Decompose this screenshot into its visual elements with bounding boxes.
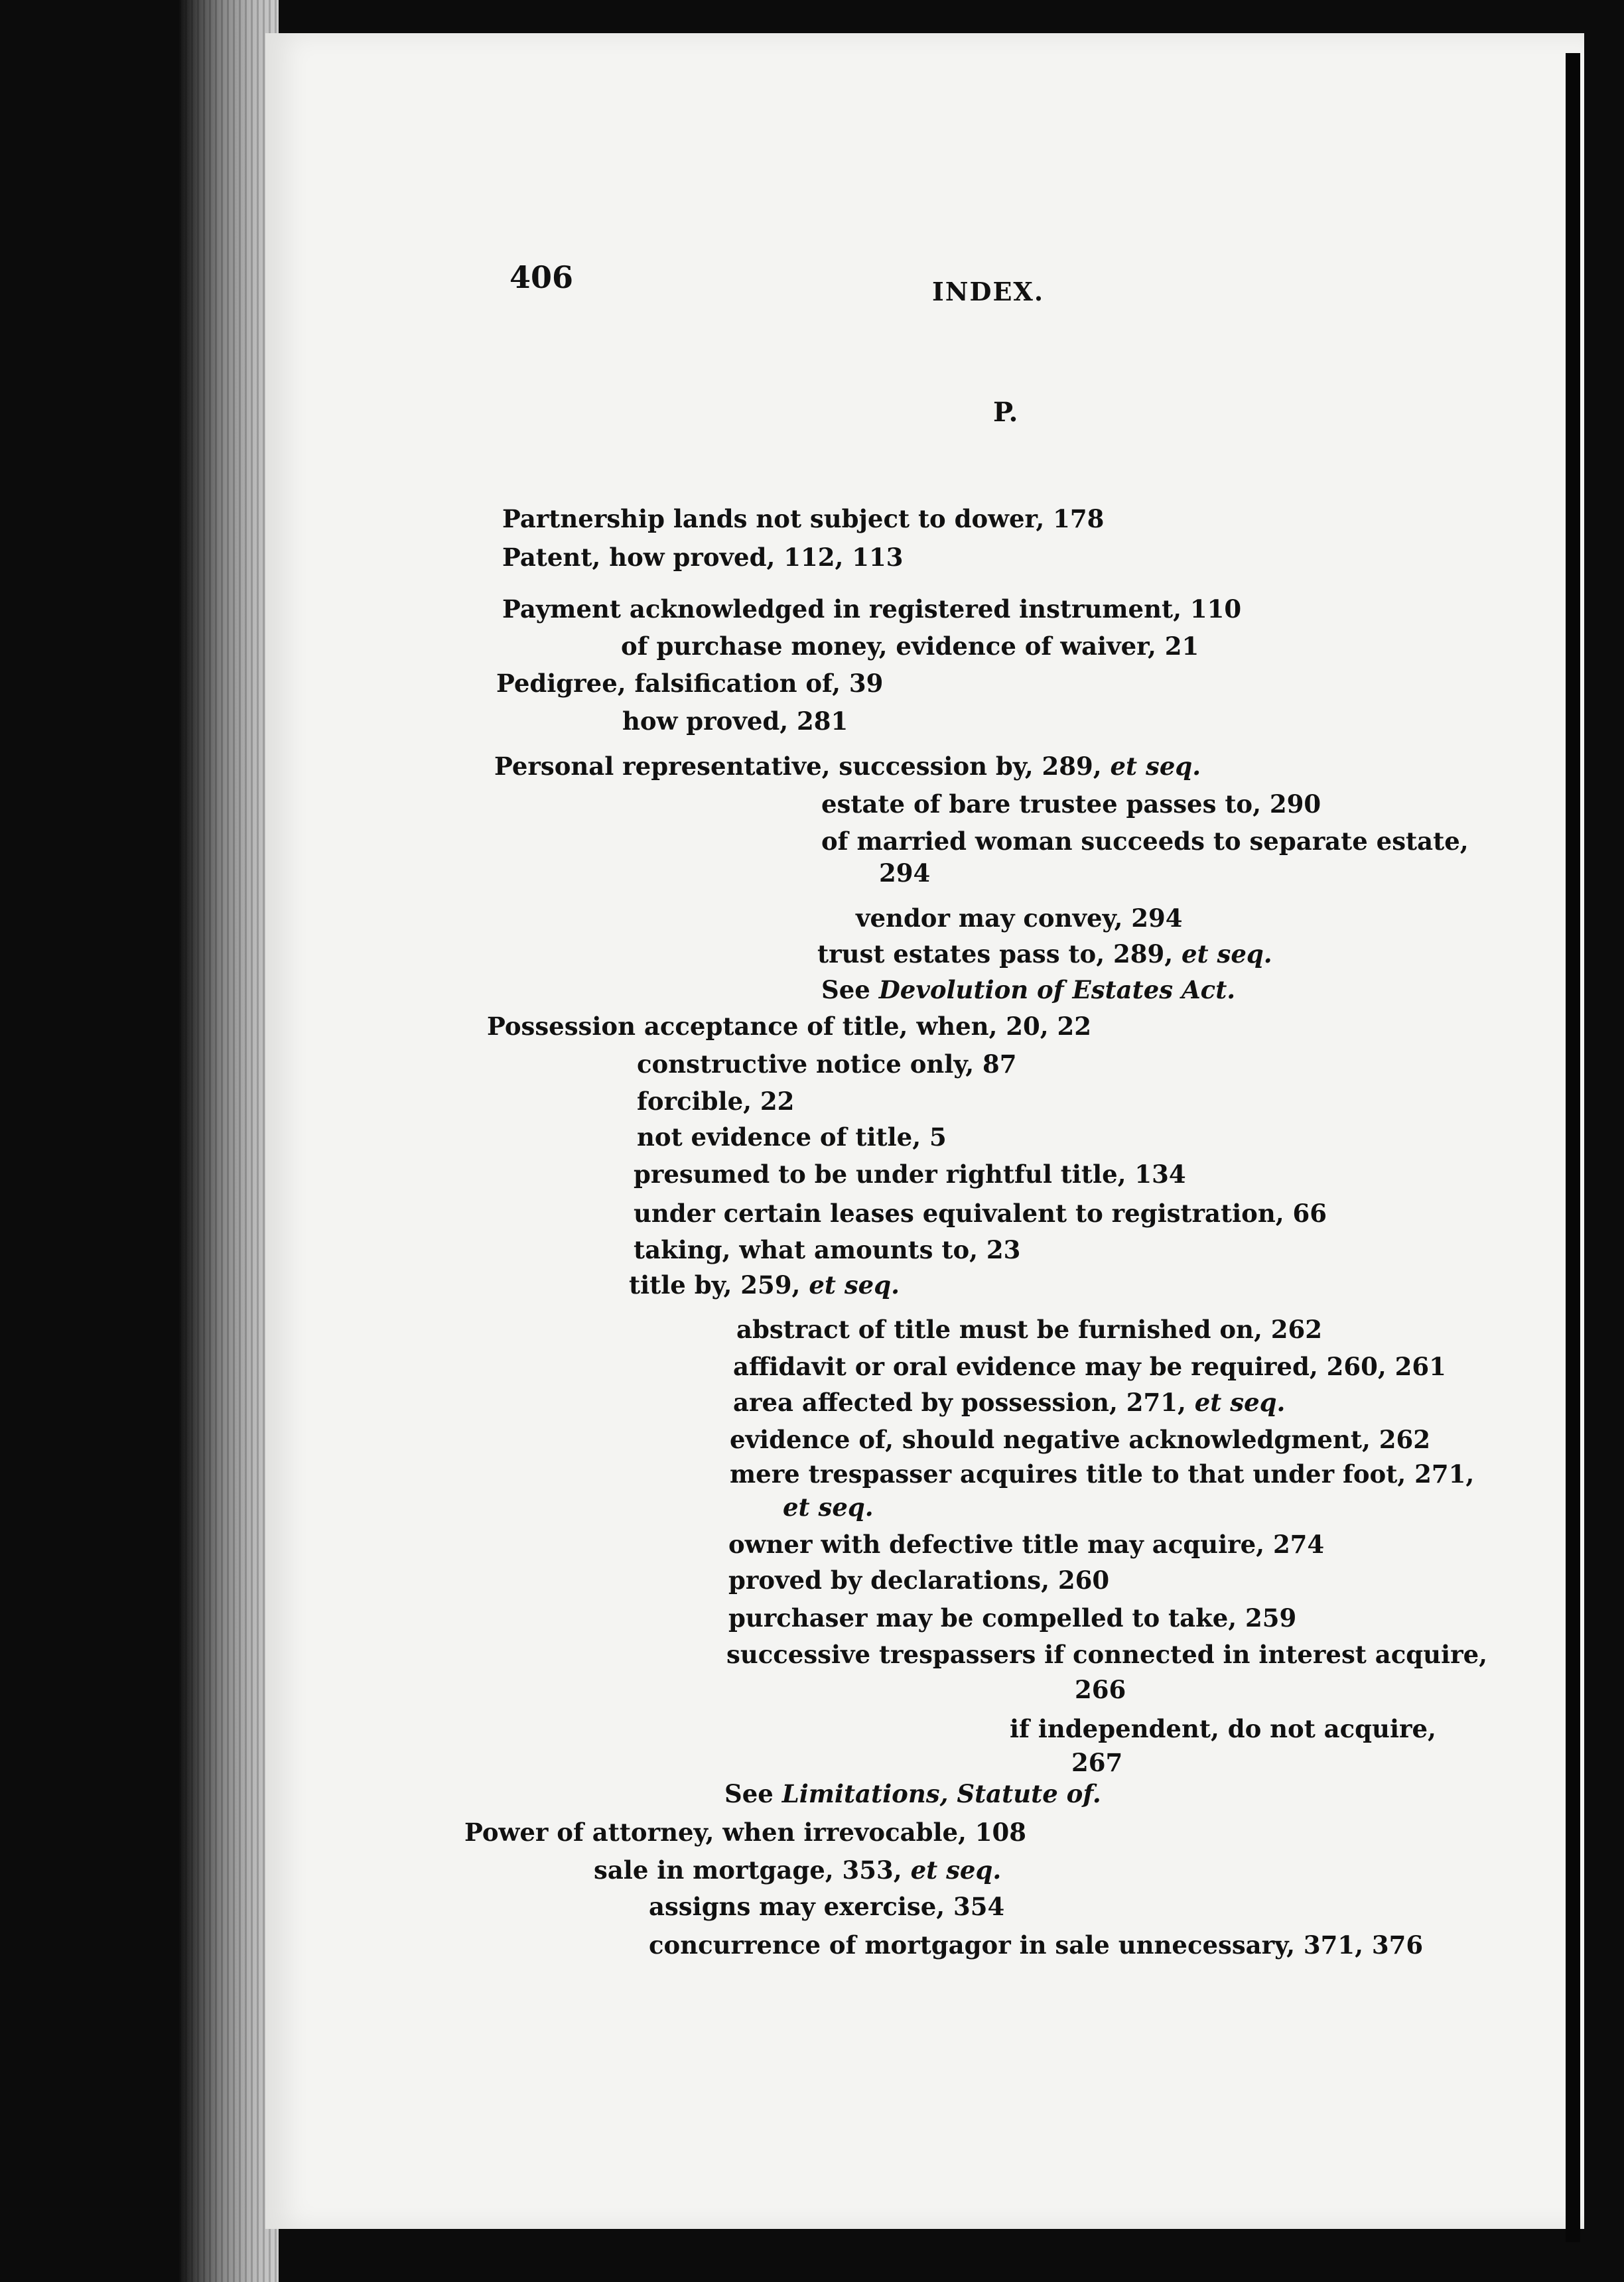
index-entry-text: area affected by possession, 271, (733, 1388, 1195, 1417)
index-entry-text: of married woman succeeds to separate estate, (821, 827, 1469, 856)
index-entry-text: not evidence of title, 5 (637, 1122, 947, 1152)
index-entry-italic: et seq. (809, 1270, 900, 1300)
index-entry-text: sale in mortgage, 353, (594, 1855, 911, 1885)
section-letter: P. (993, 397, 1018, 428)
index-entry-text: See (724, 1779, 782, 1808)
index-entry (736, 1315, 1322, 1344)
index-entry (496, 669, 883, 698)
index-entry-text: taking, what amounts to, 23 (634, 1235, 1021, 1264)
index-entry (879, 858, 930, 888)
index-entry (817, 939, 1272, 969)
index-entry-text: of purchase money, evidence of waiver, 21 (621, 632, 1199, 661)
index-entry-text: Pedigree, falsification of, 39 (496, 669, 884, 698)
index-entry (502, 543, 903, 572)
index-entry-text: concurrence of mortgagor in sale unnecessary, 371, 376 (649, 1930, 1424, 1960)
index-entry-italic: et seq. (1194, 1388, 1286, 1417)
index-entry (1075, 1675, 1126, 1704)
index-entry (637, 1049, 1017, 1079)
index-entry (629, 1270, 900, 1300)
index-entry-italic: et seq. (910, 1855, 1002, 1885)
index-entry (856, 904, 1182, 933)
index-entry (730, 1459, 1474, 1489)
index-entry (634, 1199, 1327, 1228)
index-entry (726, 1640, 1487, 1669)
index-entry (502, 594, 1241, 624)
running-head: INDEX. (932, 277, 1045, 306)
index-entry-text: trust estates pass to, 289, (817, 939, 1182, 969)
index-entry (730, 1425, 1430, 1454)
page-number: 406 (509, 259, 574, 295)
index-entry-text: title by, 259, (629, 1270, 809, 1300)
index-entry (1071, 1748, 1122, 1777)
index-entry (728, 1566, 1109, 1595)
index-entry (728, 1603, 1296, 1633)
index-entry (637, 1122, 947, 1152)
index-entry-text: Personal representative, succession by, 289, (494, 752, 1111, 781)
index-entry-text: Power of attorney, when irrevocable, 108 (464, 1818, 1027, 1847)
index-entry-italic: et seq. (1181, 939, 1272, 969)
index-entry (494, 752, 1201, 781)
index-entry-text: forcible, 22 (637, 1087, 795, 1116)
index-entry (594, 1855, 1001, 1885)
index-entry-italic: et seq. (783, 1493, 874, 1522)
index-entry-text: how proved, 281 (622, 706, 848, 736)
index-entry-text: constructive notice only, 87 (637, 1049, 1017, 1079)
index-entry-text: Patent, how proved, 112, 113 (502, 543, 904, 572)
index-entry-text: assigns may exercise, 354 (649, 1892, 1005, 1921)
index-entry-italic: Limitations, Statute of. (781, 1779, 1101, 1808)
index-entry-italic: et seq. (1110, 752, 1201, 781)
page-edge-shadow (1566, 53, 1580, 2242)
index-entry-text: if independent, do not acquire, (1010, 1714, 1436, 1743)
index-entry-text: under certain leases equivalent to registration, 66 (634, 1199, 1327, 1228)
index-entry (821, 789, 1321, 819)
index-entry (464, 1818, 1026, 1847)
index-entry (649, 1930, 1423, 1960)
index-entry (637, 1087, 794, 1116)
index-entry-text: 294 (879, 858, 931, 888)
index-entry (733, 1352, 1446, 1381)
index-entry-text: abstract of title must be furnished on, 262 (736, 1315, 1322, 1344)
index-entry (733, 1388, 1285, 1417)
index-entry (728, 1530, 1324, 1559)
index-entry (634, 1160, 1186, 1189)
index-entry (621, 632, 1199, 661)
index-entry-text: Possession acceptance of title, when, 20, 22 (487, 1012, 1092, 1041)
index-entry-text: estate of bare trustee passes to, 290 (821, 789, 1321, 819)
index-entry (821, 827, 1469, 856)
index-entry-text: 267 (1071, 1748, 1123, 1777)
index-entry (487, 1012, 1091, 1041)
index-entry (1010, 1714, 1436, 1743)
index-entry (634, 1235, 1020, 1264)
index-entry-text: purchaser may be compelled to take, 259 (728, 1603, 1297, 1633)
index-entry (783, 1493, 874, 1522)
index-entry (724, 1779, 1101, 1808)
index-entry-text: successive trespassers if connected in interest acquire, (726, 1640, 1487, 1669)
index-entry-text: 266 (1075, 1675, 1126, 1704)
index-entry-text: affidavit or oral evidence may be required, 260, 261 (733, 1352, 1446, 1381)
index-entry-text: Payment acknowledged in registered instrument, 110 (502, 594, 1242, 624)
index-entry-text: proved by declarations, 260 (728, 1566, 1110, 1595)
index-entry (502, 504, 1104, 533)
index-entry (622, 706, 848, 736)
index-entry (649, 1892, 1004, 1921)
index-entry (821, 975, 1235, 1004)
index-entry-text: vendor may convey, 294 (856, 904, 1183, 933)
index-entry-italic: Devolution of Estates Act. (878, 975, 1236, 1004)
index-entry-text: mere trespasser acquires title to that under foot, 271, (730, 1459, 1475, 1489)
book-spine (179, 0, 279, 2282)
index-entry-text: owner with defective title may acquire, 274 (728, 1530, 1325, 1559)
index-entry-text: evidence of, should negative acknowledgment, 262 (730, 1425, 1430, 1454)
index-entry-text: See (821, 975, 879, 1004)
index-entry-text: Partnership lands not subject to dower, 178 (502, 504, 1105, 533)
index-entry-text: presumed to be under rightful title, 134 (634, 1160, 1186, 1189)
